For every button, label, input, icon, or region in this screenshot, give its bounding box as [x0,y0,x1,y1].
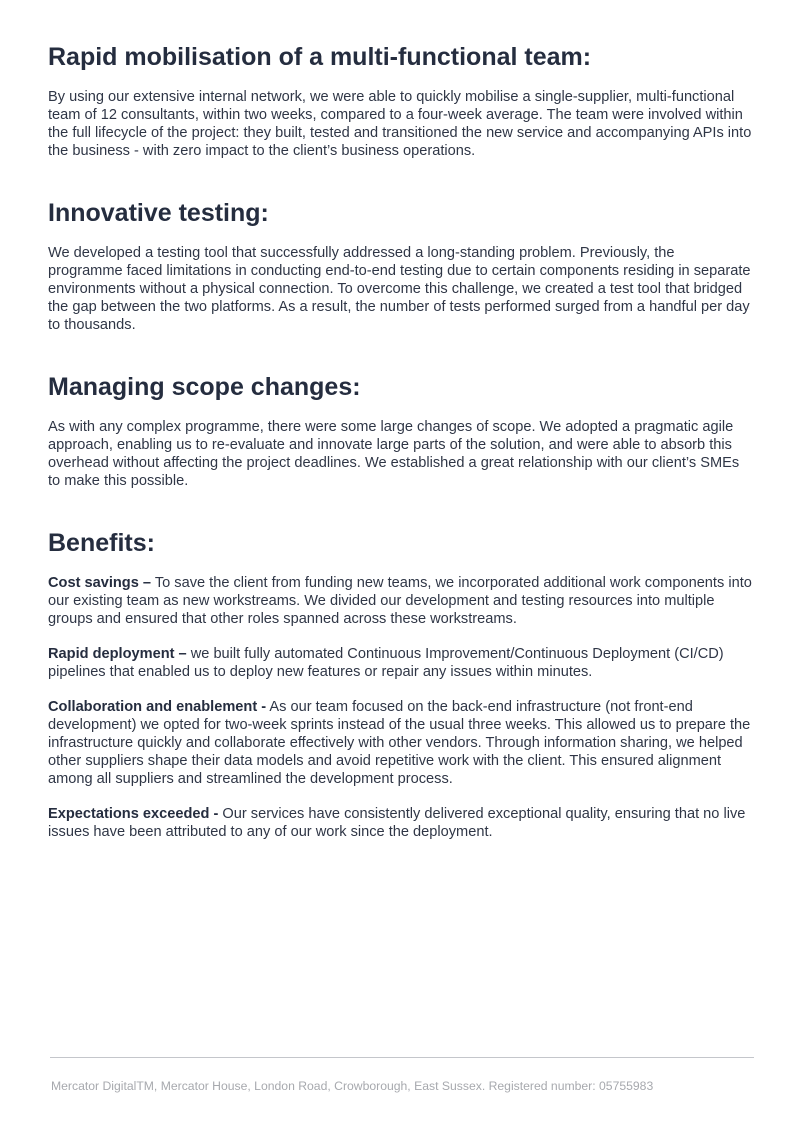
footer-text: Mercator DigitalTM, Mercator House, London Road, Crowborough, East Sussex. Registered number: 05755983 [51,1079,654,1093]
benefit-text: Our services have consistently delivered exceptional quality, ensuring that no live issues have been attributed to any of our work since the deployment. [48,806,746,840]
section-heading: Rapid mobilisation of a multi-functional team: [48,43,592,71]
benefit-text: To save the client from funding new teams, we incorporated additional work components into our existing team as new workstreams. We divided our development and testing resources into multiple groups and ensured that other roles spanned across these workstreams. [48,575,752,627]
section-paragraph: As with any complex programme, there were some large changes of scope. We adopted a pragmatic agile approach, enabling us to re-evaluate and innovate large parts of the solution, and were able to absorb this overhead without affecting the project deadlines. We established a great relationship with our client’s SMEs to make this possible. [48,419,740,489]
benefit-title: Rapid deployment – [48,646,187,662]
section-heading: Innovative testing: [48,199,269,227]
benefit-text: we built fully automated Continuous Improvement/Continuous Deployment (CI/CD) pipelines that enabled us to deploy new features or repair any issues within minutes. [48,646,724,680]
section-managing-scope-changes [48,370,752,490]
section-paragraph: By using our extensive internal network, we were able to quickly mobilise a single-supplier, multi-functional team of 12 consultants, within two weeks, compared to a four-week average. The team were involved within the full lifecycle of the project: they built, tested and transitioned the new service and accompanying APIs into the business - with zero impact to the client’s business operations. [48,89,752,159]
benefit-item-cost-savings [48,574,752,628]
benefit-item-expectations-exceeded [48,805,752,841]
section-benefits [48,526,752,841]
benefit-title: Expectations exceeded - [48,806,219,822]
section-innovative-testing [48,196,752,334]
section-heading: Managing scope changes: [48,373,361,401]
section-paragraph: We developed a testing tool that successfully addressed a long-standing problem. Previously, the programme faced limitations in conducting end-to-end testing due to certain components residing in separate environments without a physical connection. To overcome this challenge, we created a test tool that bridged the gap between the two platforms. As a result, the number of tests performed surged from a handful per day to thousands. [48,245,751,333]
section-rapid-mobilisation [48,40,752,160]
document-body [48,40,752,858]
section-heading: Benefits: [48,529,155,557]
benefit-title: Collaboration and enablement - [48,699,267,715]
benefit-title: Cost savings – [48,575,152,591]
benefit-text: As our team focused on the back-end infrastructure (not front-end development) we opted for two-week sprints instead of the usual three weeks. This allowed us to prepare the infrastructure quickly and collaborate effectively with other vendors. Through information sharing, we helped other suppliers shape their data models and avoid repetitive work with the client. This ensured alignment among all suppliers and streamlined the development process. [48,699,751,787]
footer-divider [50,1057,754,1058]
benefit-item-rapid-deployment [48,645,752,681]
benefit-item-collaboration [48,698,752,788]
